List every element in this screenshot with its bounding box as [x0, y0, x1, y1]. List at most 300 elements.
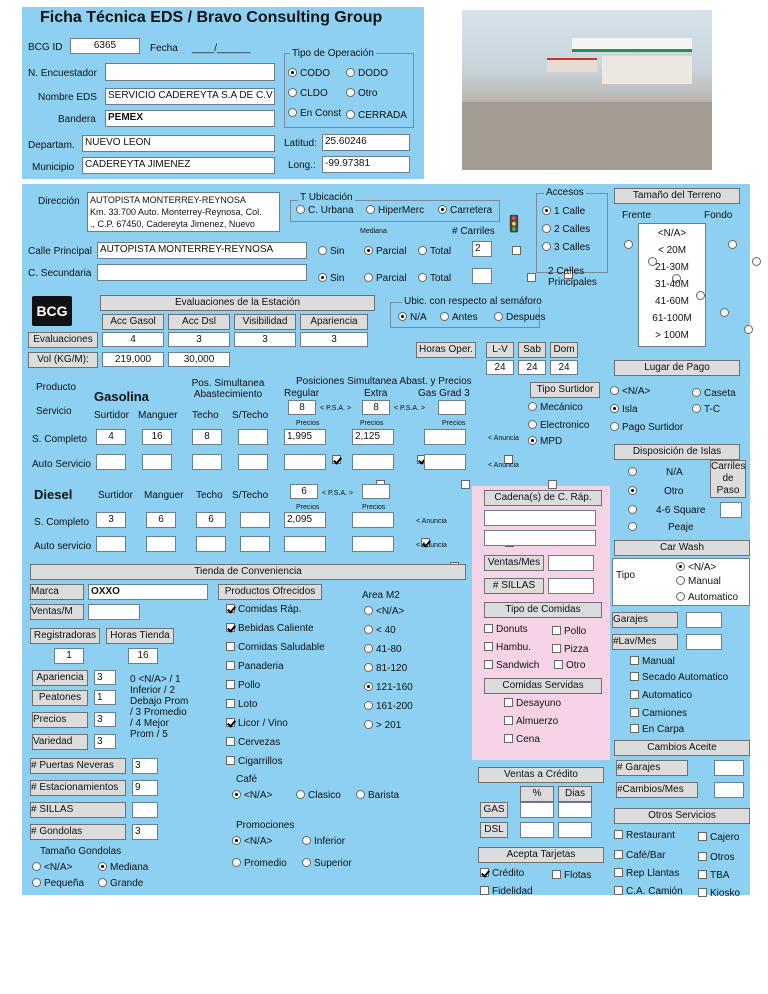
radio-electronico[interactable] [528, 420, 537, 429]
radio-cldo[interactable] [288, 88, 297, 97]
horas-lv-field[interactable]: 24 [486, 360, 514, 375]
latitud-field[interactable]: 25.60246 [322, 134, 410, 151]
gas-as-s-techo[interactable] [238, 454, 268, 470]
surtidor-mpd[interactable]: MPD [528, 436, 562, 447]
radio-semaforo-na[interactable] [398, 312, 407, 321]
cambios-mes-field[interactable] [714, 782, 744, 798]
radio-gond-mediana[interactable] [98, 862, 107, 871]
grad-precios-label: Precios [442, 420, 466, 427]
mediana-sin[interactable]: Sin [318, 246, 344, 257]
radio-en-const[interactable] [288, 108, 297, 117]
tipo-comidas-header: Tipo de Comidas [484, 602, 602, 618]
islas-sq[interactable] [628, 505, 640, 516]
islas-na[interactable] [628, 467, 640, 478]
radio-mpd[interactable] [528, 436, 537, 445]
encuestador-label: N. Encuestador [28, 68, 97, 79]
cadena-field-2[interactable] [484, 530, 596, 546]
apariencia-field[interactable]: 3 [94, 670, 116, 685]
terreno-fondo-radio-1[interactable] [752, 257, 761, 266]
radio-promo-promedio[interactable] [232, 858, 241, 867]
radio-promo-inferior[interactable] [302, 836, 311, 845]
eval-visibilidad[interactable]: 3 [234, 332, 296, 347]
rating-legend: 0 <N/A> / 1 Inferior / 2 Debajo Prom / 3 Promedio / 4 Mejor Prom / 5 [130, 674, 189, 740]
estacionamientos-field[interactable]: 9 [132, 780, 158, 796]
horas-lv-label: L-V [486, 342, 514, 358]
gas-as-manguer[interactable] [142, 454, 172, 470]
area-label: Area M2 [362, 590, 400, 601]
regular-as-price[interactable] [284, 454, 326, 470]
dsl-as-s-techo[interactable] [240, 536, 270, 552]
producto-item-0[interactable] [226, 604, 301, 615]
regular-price-field[interactable]: 1,995 [284, 429, 326, 445]
radio-pago-tc[interactable] [692, 404, 701, 413]
area-radio-6[interactable] [364, 720, 373, 729]
check-otros[interactable] [698, 852, 707, 861]
check-wash-secado[interactable] [630, 672, 639, 681]
pago-caseta[interactable]: Caseta [692, 388, 736, 399]
acceso-3[interactable]: 3 Calles [542, 242, 590, 253]
cafe-label: Café [236, 774, 258, 785]
gas-s-completo-label: S. Completo [32, 434, 88, 445]
otro-cajero[interactable]: Cajero [698, 832, 739, 843]
check-cajero[interactable] [698, 832, 707, 841]
wash-check-carpa[interactable]: En Carpa [630, 724, 684, 735]
gas-sc-surtidor[interactable]: 4 [96, 429, 126, 445]
radio-cerrada[interactable] [346, 110, 355, 119]
variedad-field[interactable]: 3 [94, 734, 116, 749]
radio-mecanico[interactable] [528, 402, 537, 411]
semaforo-na[interactable]: N/A [398, 312, 427, 323]
extra-label: Extra [364, 388, 388, 399]
radio-promo-na[interactable] [232, 836, 241, 845]
radio-pago-caseta[interactable] [692, 388, 701, 397]
terreno-frente-radio-5[interactable] [744, 325, 753, 334]
tarjeta-flotas[interactable]: Flotas [552, 870, 591, 881]
credito-gas-dias[interactable] [558, 802, 592, 818]
radio-sec-sin[interactable] [318, 273, 327, 282]
check-wash-automatico[interactable] [630, 690, 639, 699]
credito-dsl-dias[interactable] [558, 822, 592, 838]
mediana-label: Mediana [360, 228, 387, 235]
radio-mediana-sin[interactable] [318, 246, 327, 255]
comida-otro[interactable]: Otro [554, 660, 585, 671]
calle-principal-field[interactable]: AUTOPISTA MONTERREY-REYNOSA [97, 242, 307, 259]
radio-cafe-clasico[interactable] [296, 790, 305, 799]
check-sandwich[interactable] [484, 660, 493, 669]
wash-check-automatico[interactable]: Automatico [630, 690, 692, 701]
check-tba[interactable] [698, 870, 707, 879]
op-otro[interactable]: Otro [346, 88, 377, 99]
tarjeta-fidelidad[interactable]: Fidelidad [480, 886, 533, 897]
producto-check-4[interactable] [226, 680, 235, 689]
check-cena[interactable] [504, 734, 513, 743]
precios-field[interactable]: 3 [94, 712, 116, 727]
mediana-total[interactable]: Total [418, 246, 451, 257]
eval-apariencia[interactable]: 3 [300, 332, 368, 347]
semaforo-antes[interactable]: Antes [440, 312, 478, 323]
otro-kiosko[interactable]: Kiosko [698, 888, 740, 899]
promo-na[interactable]: <N/A> [232, 836, 272, 847]
tarjeta-credito[interactable]: Crédito [480, 868, 524, 879]
wash-check-secado[interactable]: Secado Automatico [630, 672, 728, 683]
producto-item-2[interactable] [226, 642, 325, 653]
dsl-as-surtidor[interactable] [96, 536, 126, 552]
dsl-sc-techo[interactable]: 6 [196, 512, 226, 528]
servida-cena[interactable]: Cena [504, 734, 540, 745]
terreno-opt-label-2: 21-30M [655, 262, 689, 273]
gas-as-anuncia: < Anuncia [488, 462, 519, 469]
area-item-3[interactable] [364, 663, 407, 674]
check-fidelidad[interactable] [480, 886, 489, 895]
producto-item-7[interactable] [226, 737, 280, 748]
terreno-frente-radio-0[interactable] [624, 240, 633, 249]
wash-automatico[interactable]: Automatico [676, 592, 738, 603]
ventas-mes-field[interactable] [548, 555, 594, 571]
check-wash-carpa[interactable] [630, 724, 639, 733]
otros-servicios-header: Otros Servicios [614, 808, 750, 824]
promo-inferior[interactable]: Inferior [302, 836, 345, 847]
dsl-price-field-2[interactable] [352, 512, 394, 528]
area-item-4[interactable] [364, 682, 413, 693]
radio-semaforo-antes[interactable] [440, 312, 449, 321]
producto-item-8[interactable] [226, 756, 282, 767]
check-restaurant[interactable] [614, 830, 623, 839]
producto-item-5[interactable] [226, 699, 257, 710]
producto-check-1[interactable] [226, 623, 235, 632]
radio-cafe-na[interactable] [232, 790, 241, 799]
extra-precios-label: Precios [360, 420, 384, 427]
otro-rep-llantas[interactable]: Rep Llantas [614, 868, 679, 879]
op-codo[interactable]: CODO [288, 68, 330, 79]
peatones-field[interactable]: 1 [94, 690, 116, 705]
otro-cafe[interactable]: Café/Bar [614, 850, 665, 861]
producto-check-5[interactable] [226, 699, 235, 708]
producto-item-4[interactable] [226, 680, 260, 691]
carriles-sec-field[interactable] [472, 268, 492, 284]
wash-check-manual[interactable]: Manual [630, 656, 675, 667]
tienda-sillas-field[interactable] [132, 802, 158, 818]
op-en-const[interactable]: En Const [288, 108, 341, 119]
ubic-hiper[interactable]: HiperMerc [366, 205, 424, 216]
gas-auto-servicio-label: Auto Servicio [32, 459, 91, 470]
radio-promo-superior[interactable] [302, 858, 311, 867]
producto-item-6[interactable] [226, 718, 288, 729]
otro-tba[interactable]: TBA [698, 870, 729, 881]
dsl-as-techo[interactable] [196, 536, 226, 552]
servida-desayuno[interactable]: Desayuno [504, 698, 561, 709]
cafe-na[interactable]: <N/A> [232, 790, 272, 801]
check-flotas[interactable] [552, 870, 561, 879]
area-radio-0[interactable] [364, 606, 373, 615]
radio-gond-pequena[interactable] [32, 878, 41, 887]
check-kiosko[interactable] [698, 888, 707, 897]
area-label-6: > 201 [376, 720, 402, 731]
longitud-field[interactable]: -99.97381 [322, 156, 410, 173]
wash-na[interactable]: <N/A> [676, 562, 716, 573]
check-rep-llantas[interactable] [614, 868, 623, 877]
check-wash-camiones[interactable] [630, 708, 639, 717]
radio-islas-peaje[interactable] [628, 522, 637, 531]
radio-mediana-total[interactable] [418, 246, 427, 255]
radio-islas-otro[interactable] [628, 486, 637, 495]
radio-otro[interactable] [346, 88, 355, 97]
garajes-field[interactable] [686, 612, 722, 628]
check-ca-camion[interactable] [614, 886, 623, 895]
radio-semaforo-despues[interactable] [494, 312, 503, 321]
tam-gondolas-label: Tamaño Gondolas [40, 846, 122, 857]
disp-islas-header: Disposición de Islas [614, 444, 740, 460]
producto-check-3[interactable] [226, 661, 235, 670]
gas-sc-techo[interactable]: 8 [192, 429, 222, 445]
radio-mediana-parcial[interactable] [364, 246, 373, 255]
surtidor-electronico[interactable]: Electronico [528, 420, 589, 431]
area-radio-5[interactable] [364, 701, 373, 710]
horas-dom-field[interactable]: 24 [550, 360, 578, 375]
grad-as-check[interactable] [548, 480, 557, 489]
gond-grande[interactable]: Grande [98, 878, 143, 889]
radio-sec-parcial[interactable] [364, 273, 373, 282]
radio-cafe-barista[interactable] [356, 790, 365, 799]
comida-hambu[interactable]: Hambu. [484, 642, 531, 653]
gondolas-field[interactable]: 3 [132, 824, 158, 840]
carriles-paso-field[interactable] [720, 502, 742, 518]
area-item-1[interactable] [364, 625, 396, 636]
neveras-field[interactable]: 3 [132, 758, 158, 774]
cadena-sillas-field[interactable] [548, 578, 594, 594]
check-pizza[interactable] [552, 644, 561, 653]
horas-dom-label: Dom [550, 342, 578, 358]
credito-dsl-label: DSL [480, 822, 508, 838]
vol-dsl[interactable]: 30,000 [168, 352, 230, 367]
extra-as-price[interactable] [352, 454, 394, 470]
gas-as-surtidor[interactable] [96, 454, 126, 470]
check-wash-manual[interactable] [630, 656, 639, 665]
terreno-fondo-radio-0[interactable] [728, 240, 737, 249]
islas-otro[interactable] [628, 486, 640, 497]
area-radio-3[interactable] [364, 663, 373, 672]
radio-acceso-3[interactable] [542, 242, 551, 251]
fecha-field[interactable]: ____/______ [192, 43, 251, 54]
cadena-field-1[interactable] [484, 510, 596, 526]
producto-check-6[interactable] [226, 718, 235, 727]
check-hambu[interactable] [484, 642, 493, 651]
dsl-psa-field[interactable]: 6 [290, 484, 318, 499]
grad-price-field[interactable] [424, 429, 466, 445]
producto-item-1[interactable] [226, 623, 314, 634]
radio-acceso-2[interactable] [542, 224, 551, 233]
radio-wash-manual[interactable] [676, 576, 685, 585]
dsl-as-price[interactable] [284, 536, 326, 552]
check-credito[interactable] [480, 868, 489, 877]
mediana-parcial[interactable]: Parcial [364, 246, 407, 257]
producto-check-0[interactable] [226, 604, 235, 613]
radio-wash-na[interactable] [676, 562, 685, 571]
comida-pollo[interactable]: Pollo [552, 626, 586, 637]
pago-isla[interactable]: Isla [610, 404, 638, 415]
radio-gond-na[interactable] [32, 862, 41, 871]
pago-tc[interactable]: T-C [692, 404, 720, 415]
cadena-sillas-label: # SILLAS [484, 578, 544, 594]
op-cerrada[interactable]: CERRADA [346, 110, 407, 121]
eval-acc-gasol[interactable]: 4 [102, 332, 164, 347]
producto-check-7[interactable] [226, 737, 235, 746]
radio-urbana[interactable] [296, 205, 305, 214]
check-donuts[interactable] [484, 624, 493, 633]
dsl-precios-label-2: Precios [362, 504, 386, 511]
grad-as-price[interactable] [424, 454, 466, 470]
dsl-sc-manguer[interactable]: 6 [146, 512, 176, 528]
acceso-1[interactable]: 1 Calle [542, 206, 585, 217]
extra-psa-field[interactable]: 8 [362, 400, 390, 415]
op-cldo[interactable]: CLDO [288, 88, 328, 99]
terreno-frente-radio-4[interactable] [720, 308, 729, 317]
municipio-field[interactable]: CADEREYTA JIMENEZ [82, 157, 275, 174]
radio-dodo[interactable] [346, 68, 355, 77]
otro-ca-camion[interactable]: C.A. Camión [614, 886, 683, 897]
ubicacion-label: T Ubicación [300, 192, 353, 203]
op-dodo[interactable]: DODO [346, 68, 388, 79]
producto-label-8: Cigarrillos [238, 756, 283, 767]
wash-check-camiones[interactable]: Camiones [630, 708, 687, 719]
check-semaforo-1[interactable] [512, 246, 521, 255]
gond-na[interactable]: <N/A> [32, 862, 72, 873]
calle-secundaria-field[interactable] [97, 264, 307, 281]
area-radio-4[interactable] [364, 682, 373, 691]
radio-wash-automatico[interactable] [676, 592, 685, 601]
radio-carretera[interactable] [438, 205, 447, 214]
check-semaforo-2[interactable] [527, 273, 536, 282]
car-wash-tipo-label: Tipo [616, 570, 636, 581]
promo-superior[interactable]: Superior [302, 858, 352, 869]
area-radio-2[interactable] [364, 644, 373, 653]
area-item-5[interactable] [364, 701, 413, 712]
comida-sandwich[interactable]: Sandwich [484, 660, 539, 671]
producto-label-6: Licor / Vino [238, 718, 288, 729]
comida-donuts[interactable]: Donuts [484, 624, 528, 635]
extra-as-check[interactable] [461, 480, 470, 489]
gas-sc-manguer[interactable]: 16 [142, 429, 172, 445]
vol-gasol[interactable]: 219,000 [102, 352, 164, 367]
registradoras-field[interactable]: 1 [54, 648, 84, 664]
sec-sin[interactable]: Sin [318, 273, 344, 284]
producto-check-8[interactable] [226, 756, 235, 765]
credito-gas-pct[interactable] [520, 802, 554, 818]
lav-mes-field[interactable] [686, 634, 722, 650]
nombre-eds-field[interactable]: SERVICIO CADEREYTA S.A DE C.V [105, 88, 275, 105]
check-cafe-bar[interactable] [614, 850, 623, 859]
sec-parcial[interactable]: Parcial [364, 273, 407, 284]
fecha-label: Fecha [150, 43, 178, 54]
radio-pago-isla[interactable] [610, 404, 619, 413]
variedad-label: Variedad [32, 734, 88, 750]
radio-gond-grande[interactable] [98, 878, 107, 887]
encuestador-field[interactable] [105, 63, 275, 81]
gond-mediana[interactable]: Mediana [98, 862, 148, 873]
cafe-clasico[interactable]: Clasico [296, 790, 341, 801]
dsl-sc-surtidor[interactable]: 3 [96, 512, 126, 528]
tarjetas-header: Acepta Tarjetas [478, 847, 604, 863]
ubic-urbana[interactable]: C. Urbana [296, 205, 354, 216]
radio-sec-total[interactable] [418, 273, 427, 282]
radio-hiper[interactable] [366, 205, 375, 214]
servida-almuerzo[interactable]: Almuerzo [504, 716, 558, 727]
regular-psa-field[interactable]: 8 [288, 400, 316, 415]
regular-price-check[interactable] [332, 455, 341, 464]
otro-otros[interactable]: Otros [698, 852, 734, 863]
area-item-6[interactable] [364, 720, 401, 731]
radio-islas-sq[interactable] [628, 505, 637, 514]
check-desayuno[interactable] [504, 698, 513, 707]
sec-total[interactable]: Total [418, 273, 451, 284]
wash-manual[interactable]: Manual [676, 576, 721, 587]
extra-psa-label: < P.S.A. > [394, 405, 426, 412]
cafe-barista[interactable]: Barista [356, 790, 399, 801]
semaforo-despues[interactable]: Despues [494, 312, 545, 323]
direccion-field[interactable]: AUTOPISTA MONTERREY-REYNOSA Km. 33.700 Auto. Monterrey-Reynosa, Col. ., C.P. 67450, Cadereyta Jimenez, Nuevo [87, 192, 280, 232]
cambios-garajes-field[interactable] [714, 760, 744, 776]
horas-sab-field[interactable]: 24 [518, 360, 546, 375]
credito-gas-label: GAS [480, 802, 508, 818]
bandera-field[interactable]: PEMEX [105, 110, 275, 127]
dsl-sc-s-techo[interactable] [240, 512, 270, 528]
area-radio-1[interactable] [364, 625, 373, 634]
ventas-m-field[interactable] [88, 604, 140, 620]
credito-dsl-pct[interactable] [520, 822, 554, 838]
radio-acceso-1[interactable] [542, 206, 551, 215]
radio-islas-na[interactable] [628, 467, 637, 476]
pago-na[interactable]: <N/A> [610, 386, 650, 397]
gond-pequena[interactable]: Pequeña [32, 878, 84, 889]
gas-sc-s-techo[interactable] [238, 429, 268, 445]
check-almuerzo[interactable] [504, 716, 513, 725]
dsl-as-price-2[interactable] [352, 536, 394, 552]
producto-label-4: Pollo [238, 680, 261, 691]
bcg-id-field[interactable]: 6365 [70, 38, 140, 54]
otro-restaurant[interactable]: Restaurant [614, 830, 675, 841]
dsl-price-field[interactable]: 2,095 [284, 512, 326, 528]
carriles-field[interactable]: 2 [472, 241, 492, 257]
check-pollo-comida[interactable] [552, 626, 561, 635]
acceso-2[interactable]: 2 Calles [542, 224, 590, 235]
depto-field[interactable]: NUEVO LEON [82, 135, 275, 152]
ubic-carretera[interactable]: Carretera [438, 205, 492, 216]
area-item-2[interactable] [364, 644, 402, 655]
surtidor-mecanico[interactable]: Mecánico [528, 402, 583, 413]
marca-field[interactable]: OXXO [88, 584, 208, 600]
grad-psa-field[interactable] [438, 400, 466, 415]
promo-promedio[interactable]: Promedio [232, 858, 287, 869]
calle-secundaria-label: C. Secundaria [28, 268, 92, 279]
pago-surtidor[interactable]: Pago Surtidor [610, 422, 683, 433]
comida-pizza[interactable]: Pizza [552, 644, 588, 655]
area-label-5: 161-200 [376, 701, 413, 712]
gas-as-techo[interactable] [192, 454, 222, 470]
producto-item-3[interactable] [226, 661, 284, 672]
extra-price-field[interactable]: 2,125 [352, 429, 394, 445]
islas-peaje[interactable] [628, 522, 640, 533]
area-item-0[interactable] [364, 606, 404, 617]
producto-check-2[interactable] [226, 642, 235, 651]
horas-tienda-field[interactable]: 16 [128, 648, 158, 664]
radio-pago-surtidor[interactable] [610, 422, 619, 431]
radio-pago-na[interactable] [610, 386, 619, 395]
radio-codo[interactable] [288, 68, 297, 77]
check-otro-comida[interactable] [554, 660, 563, 669]
eval-acc-dsl[interactable]: 3 [168, 332, 230, 347]
dsl-as-manguer[interactable] [146, 536, 176, 552]
dsl-psa-field-2[interactable] [362, 484, 390, 499]
dsl-s-completo-label: S. Completo [34, 517, 90, 528]
